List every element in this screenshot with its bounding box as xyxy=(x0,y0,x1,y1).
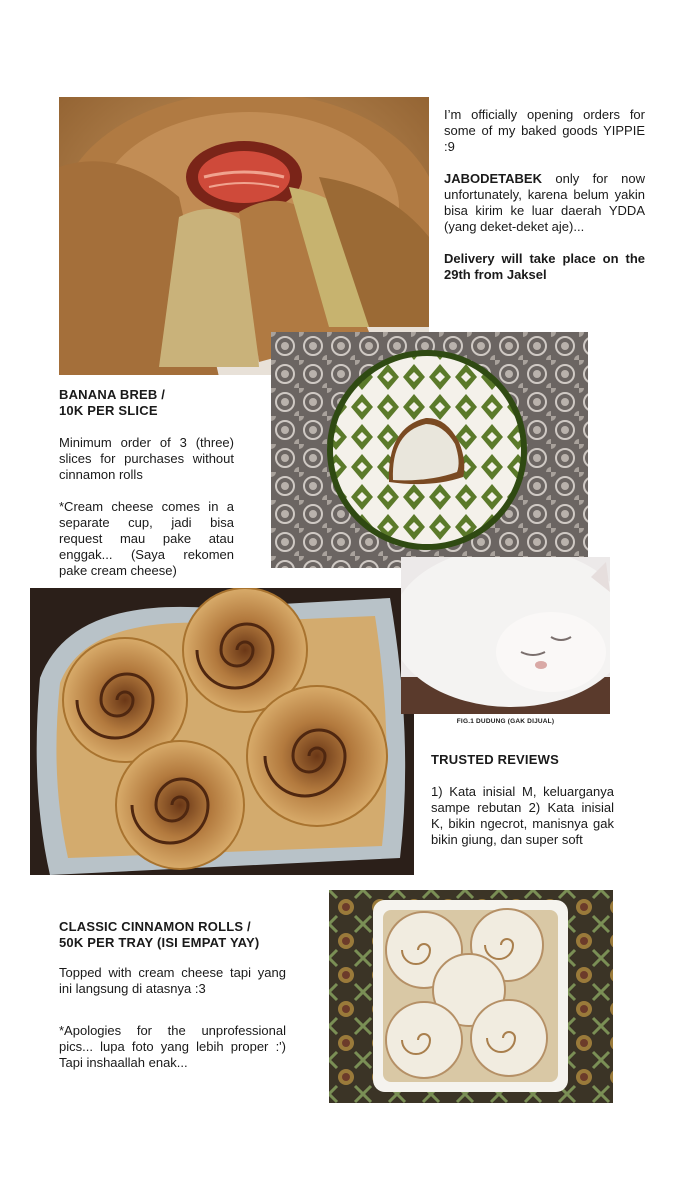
cinnamon-title-line2: 50K PER TRAY (ISI EMPAT YAY) xyxy=(59,935,260,950)
intro-region-bold: JABODETABEK xyxy=(444,171,542,186)
intro-region-rest: only for now unfortunately, karena belum yakin bisa kirim ke luar daerah YDDA (yang deket-deket aje)... xyxy=(444,171,645,234)
cat-caption: FIG.1 DUDUNG (GAK DIJUAL) xyxy=(456,718,555,725)
cinnamon-apology: *Apologies for the unprofessional pics... lupa foto yang lebih proper :') Tapi inshaallah enak... xyxy=(59,1023,286,1070)
reviews-title: TRUSTED REVIEWS xyxy=(431,752,559,767)
cinnamon-section xyxy=(59,919,286,1087)
intro-delivery: Delivery will take place on the 29th from Jaksel xyxy=(444,251,645,282)
banana-title-line2: 10K PER SLICE xyxy=(59,403,158,418)
banana-title-line1: BANANA BREB / xyxy=(59,387,166,402)
intro-opening-orders: I’m officially opening orders for some of my baked goods YIPPIE :9 xyxy=(444,107,645,154)
slice-on-plate-photo xyxy=(271,332,588,568)
intro-text xyxy=(444,107,645,299)
sleeping-cat-photo xyxy=(401,557,610,714)
reviews-section xyxy=(431,752,614,864)
banana-min-order: Minimum order of 3 (three) slices for purchases without cinnamon rolls xyxy=(59,435,234,482)
reviews-body: 1) Kata inisial M, keluarganya sampe rebutan 2) Kata inisial K, bikin ngecrot, manisnya gak bikin giung, dan super soft xyxy=(431,784,614,847)
frosted-rolls-dish-photo xyxy=(329,890,613,1103)
cinnamon-rolls-foil-tray-photo xyxy=(30,588,414,875)
banana-section xyxy=(59,387,234,595)
cinnamon-topping: Topped with cream cheese tapi yang ini langsung di atasnya :3 xyxy=(59,965,286,996)
cinnamon-title-line1: CLASSIC CINNAMON ROLLS / xyxy=(59,919,251,934)
banana-cream-note: *Cream cheese comes in a separate cup, jadi bisa request mau pake atau enggak... (Saya rekomen pake cream cheese) xyxy=(59,499,234,578)
intro-region xyxy=(444,171,645,235)
